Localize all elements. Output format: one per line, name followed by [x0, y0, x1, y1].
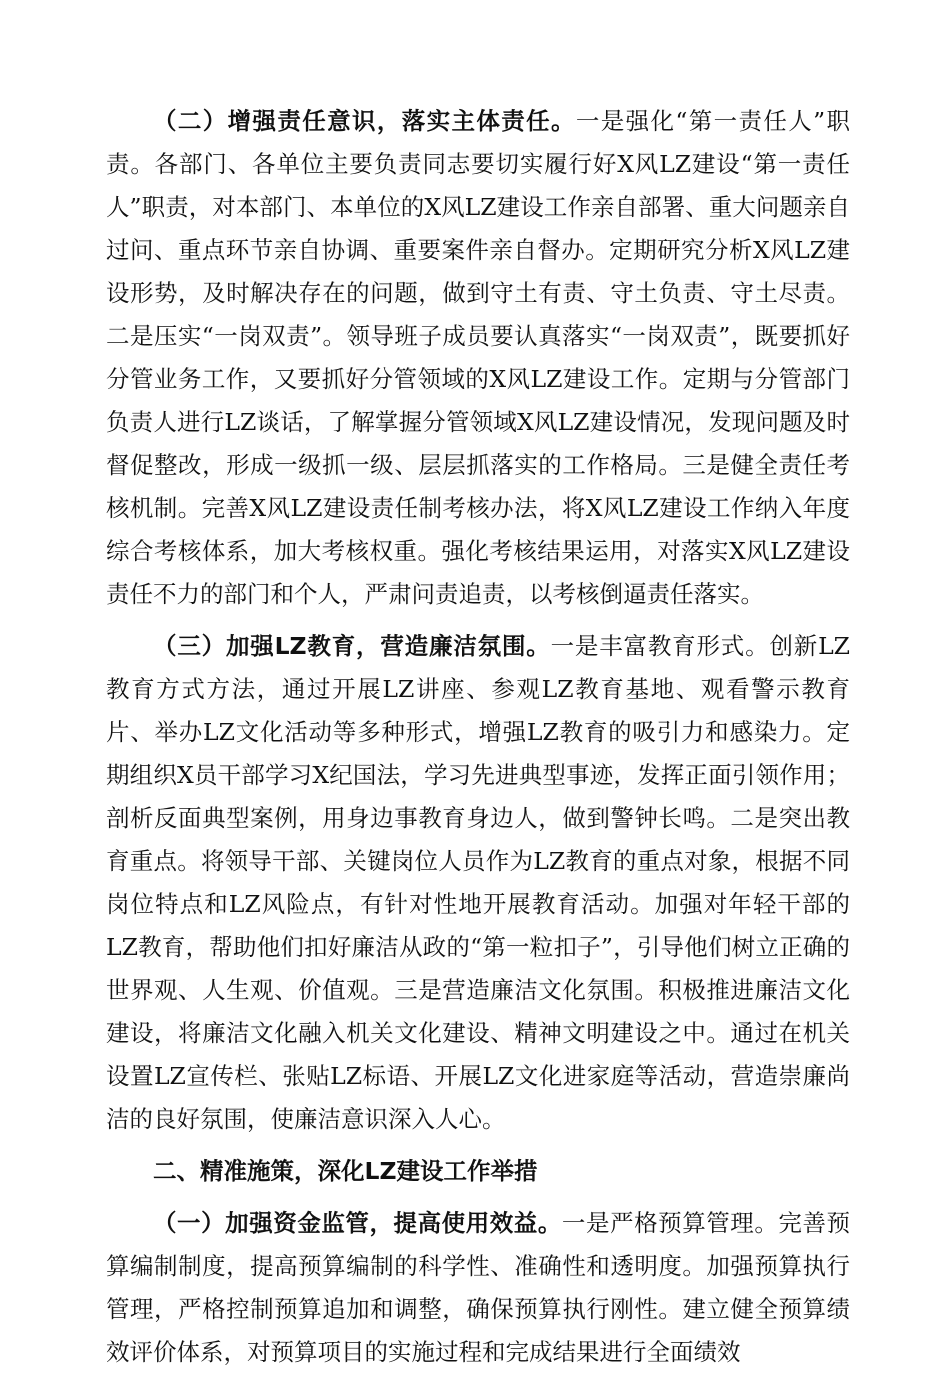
section-heading: 二、精准施策，深化LZ建设工作举措: [153, 1157, 538, 1185]
paragraph-lead: （三）加强LZ教育，营造廉洁氛围。: [153, 632, 551, 660]
document-page: [106, 100, 850, 1383]
paragraph-funds: [106, 1202, 850, 1374]
paragraph-education: [106, 625, 850, 1141]
paragraph-lead: （一）加强资金监管，提高使用效益。: [153, 1209, 562, 1237]
paragraph-body: 一是严格预算管理。完善预算编制制度，提高预算编制的科学性、准确性和透明度。加强预算执行管理，严格控制预算追加和调整，确保预算执行刚性。建立健全预算绩效评价体系，对预算项目的实施过程和完成结果进行全面绩效: [106, 1209, 851, 1366]
paragraph-body: 一是丰富教育形式。创新LZ教育方式方法，通过开展LZ讲座、参观LZ教育基地、观看警示教育片、举办LZ文化活动等多种形式，增强LZ教育的吸引力和感染力。定期组织X员干部学习X纪国法，学习先进典型事迹，发挥正面引领作用；剖析反面典型案例，用身边事教育身边人，做到警钟长鸣。二是突出教育重点。将领导干部、关键岗位人员作为LZ教育的重点对象，根据不同岗位特点和LZ风险点，有针对性地开展教育活动。加强对年轻干部的LZ教育，帮助他们扣好廉洁从政的“第一粒扣子”，引导他们树立正确的世界观、人生观、价值观。三是营造廉洁文化氛围。积极推进廉洁文化建设，将廉洁文化融入机关文化建设、精神文明建设之中。通过在机关设置LZ宣传栏、张贴LZ标语、开展LZ文化进家庭等活动，营造崇廉尚洁的良好氛围，使廉洁意识深入人心。: [106, 632, 851, 1133]
paragraph-body: 一是强化“第一责任人”职责。各部门、各单位主要负责同志要切实履行好X风LZ建设“第一责任人”职责，对本部门、本单位的X风LZ建设工作亲自部署、重大问题亲自过问、重点环节亲自协调、重要案件亲自督办。定期研究分析X风LZ建设形势，及时解决存在的问题，做到守土有责、守土负责、守土尽责。二是压实“一岗双责”。领导班子成员要认真落实“一岗双责”，既要抓好分管业务工作，又要抓好分管领域的X风LZ建设工作。定期与分管部门负责人进行LZ谈话，了解掌握分管领域X风LZ建设情况，发现问题及时督促整改，形成一级抓一级、层层抓落实的工作格局。三是健全责任考核机制。完善X风LZ建设责任制考核办法，将X风LZ建设工作纳入年度综合考核体系，加大考核权重。强化考核结果运用，对落实X风LZ建设责任不力的部门和个人，严肃问责追责，以考核倒逼责任落实。: [106, 107, 850, 608]
paragraph-lead: （二）增强责任意识，落实主体责任。: [153, 107, 576, 135]
paragraph-responsibility: [106, 100, 850, 616]
